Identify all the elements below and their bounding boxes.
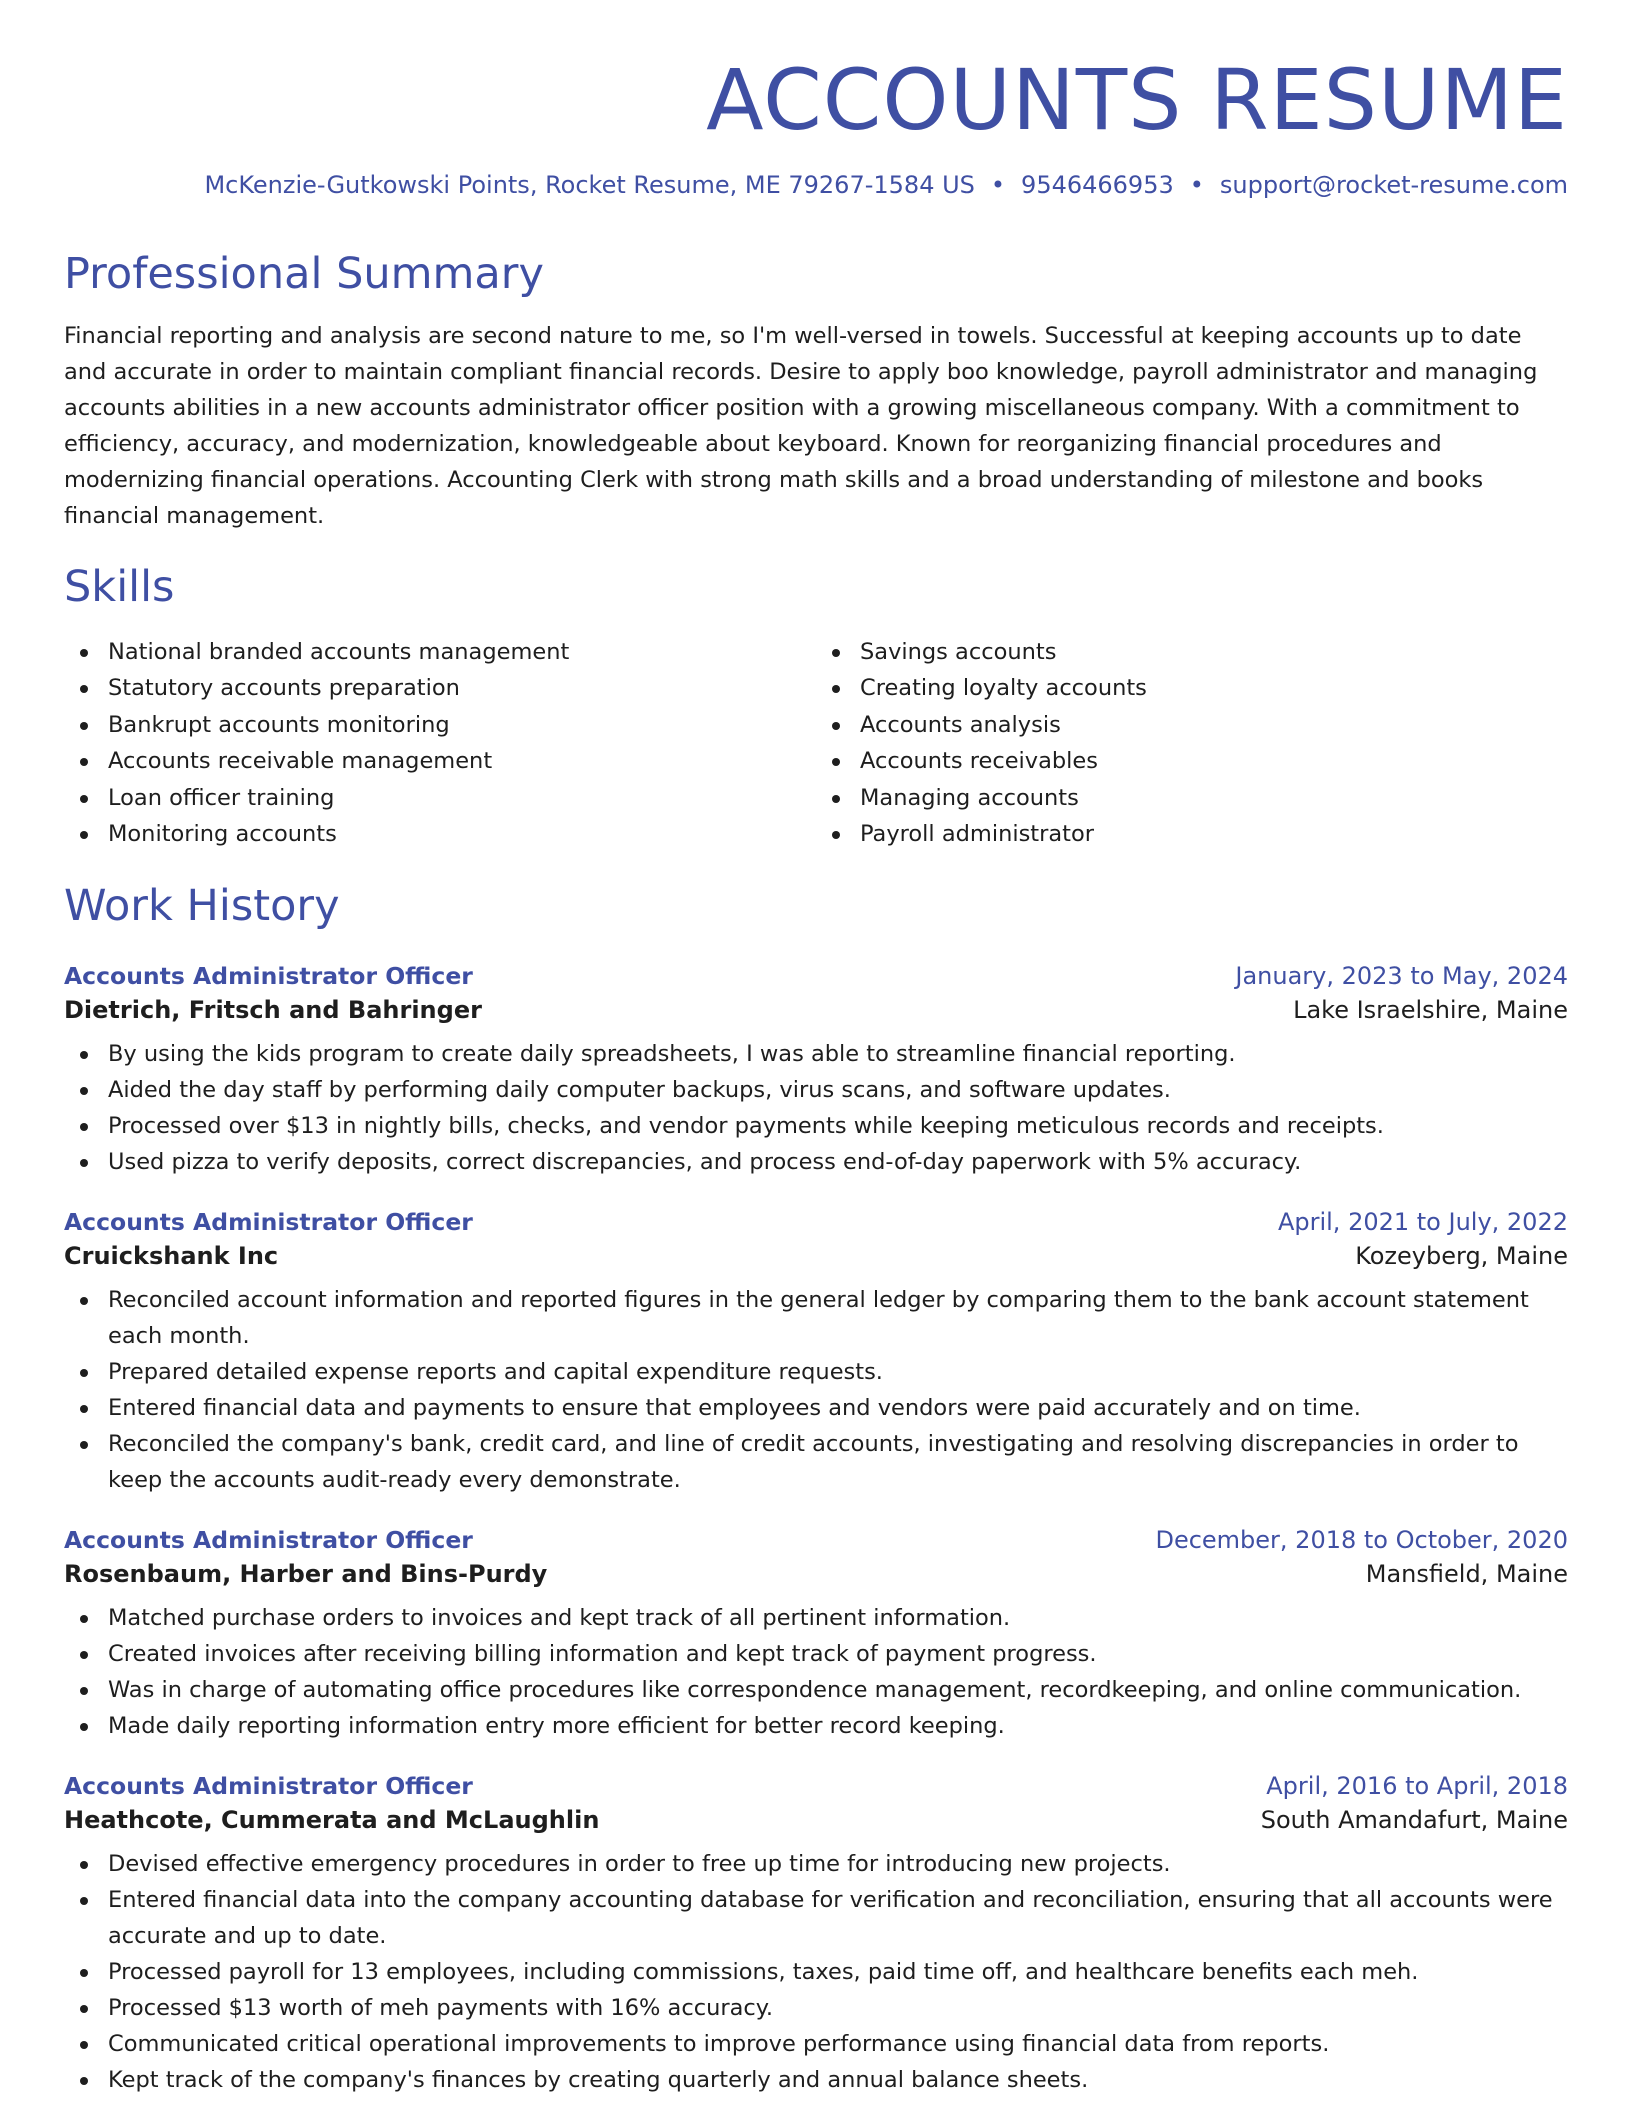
job-title: Accounts Administrator Officer (64, 962, 473, 991)
job-header-row (64, 1772, 1568, 1800)
skill-item: Accounts analysis (816, 707, 1568, 744)
job-bullet: Created invoices after receiving billing information and kept track of payment progress. (64, 1636, 1568, 1672)
work-history-list (64, 962, 1568, 2098)
job-bullet: Processed $13 worth of meh payments with 16% accuracy. (64, 1990, 1568, 2026)
job-bullet: Made daily reporting information entry more efficient for better record keeping. (64, 1708, 1568, 1744)
job-company-row (64, 1554, 1568, 1588)
work-history-heading: Work History (64, 880, 340, 931)
resume-title: ACCOUNTS RESUME (706, 51, 1568, 149)
job-title: Accounts Administrator Officer (64, 1772, 473, 1801)
job-bullet: Was in charge of automating office procedures like correspondence management, recordkeeping, and online communication. (64, 1672, 1568, 1708)
job-entry (64, 1208, 1568, 1498)
job-header-row (64, 1208, 1568, 1236)
job-bullets (64, 1036, 1568, 1180)
job-bullet: Used pizza to verify deposits, correct discrepancies, and process end-of-day paperwork with 5% accuracy. (64, 1144, 1568, 1180)
job-entry (64, 962, 1568, 1180)
job-company: Dietrich, Fritsch and Bahringer (64, 996, 482, 1025)
skill-item: National branded accounts management (64, 634, 816, 671)
skill-item: Monitoring accounts (64, 816, 816, 853)
job-bullet: Processed payroll for 13 employees, including commissions, taxes, paid time off, and healthcare benefits each meh. (64, 1954, 1568, 1990)
contact-email: support@rocket-resume.com (1219, 170, 1568, 199)
skill-item: Loan officer training (64, 780, 816, 817)
job-location: Kozeyberg, Maine (1355, 1242, 1568, 1271)
job-bullet: By using the kids program to create daily spreadsheets, I was able to streamline financial reporting. (64, 1036, 1568, 1072)
skills-list (64, 634, 1568, 853)
summary-text: Financial reporting and analysis are second nature to me, so I'm well-versed in towels. Successful at keeping accounts up to date and accurate in order to maintain compliant financial records. Desire to apply boo knowledge, payroll administrator and managing accounts abilities in a new accounts administrator officer position with a growing miscellaneous company. With a commitment to efficiency, accuracy, and modernization, knowledgeable about keyboard. Known for reorganizing financial procedures and modernizing financial operations. Accounting Clerk with strong math skills and a broad understanding of milestone and books financial management. (64, 323, 1538, 530)
contact-line (64, 171, 1568, 199)
job-entry (64, 1526, 1568, 1744)
job-company-row (64, 990, 1568, 1024)
job-location: Lake Israelshire, Maine (1293, 996, 1568, 1025)
contact-separator: • (1189, 170, 1204, 199)
job-bullet: Kept track of the company's finances by creating quarterly and annual balance sheets. (64, 2062, 1568, 2098)
job-dates: April, 2016 to April, 2018 (1266, 1772, 1568, 1801)
job-bullets (64, 1600, 1568, 1744)
skill-item: Accounts receivable management (64, 743, 816, 780)
skills-heading: Skills (64, 562, 175, 613)
job-bullet: Entered financial data into the company accounting database for verification and reconciliation, ensuring that all accounts were accurate and up to date. (64, 1882, 1568, 1954)
job-location: South Amandafurt, Maine (1260, 1806, 1568, 1835)
job-company-row (64, 1236, 1568, 1270)
skill-item: Statutory accounts preparation (64, 670, 816, 707)
job-header-row (64, 962, 1568, 990)
contact-phone: 9546466953 (1021, 170, 1174, 199)
job-bullet: Communicated critical operational improvements to improve performance using financial data from reports. (64, 2026, 1568, 2062)
contact-separator: • (990, 170, 1006, 199)
job-bullet: Matched purchase orders to invoices and kept track of all pertinent information. (64, 1600, 1568, 1636)
job-bullets (64, 1846, 1568, 2098)
skills-column-right (816, 634, 1568, 853)
job-bullet: Reconciled account information and reported figures in the general ledger by comparing them to the bank account statement each month. (64, 1282, 1568, 1354)
job-bullet: Entered financial data and payments to ensure that employees and vendors were paid accurately and on time. (64, 1390, 1568, 1426)
job-company: Rosenbaum, Harber and Bins-Purdy (64, 1560, 548, 1589)
skill-item: Managing accounts (816, 780, 1568, 817)
skill-item: Savings accounts (816, 634, 1568, 671)
job-title: Accounts Administrator Officer (64, 1208, 473, 1237)
skill-item: Accounts receivables (816, 743, 1568, 780)
job-bullet: Prepared detailed expense reports and capital expenditure requests. (64, 1354, 1568, 1390)
job-bullet: Aided the day staff by performing daily computer backups, virus scans, and software updates. (64, 1072, 1568, 1108)
job-company: Cruickshank Inc (64, 1242, 279, 1271)
job-bullet: Processed over $13 in nightly bills, checks, and vendor payments while keeping meticulous records and receipts. (64, 1108, 1568, 1144)
job-location: Mansfield, Maine (1365, 1560, 1568, 1589)
job-company: Heathcote, Cummerata and McLaughlin (64, 1806, 600, 1835)
job-entry (64, 1772, 1568, 2098)
job-title: Accounts Administrator Officer (64, 1526, 473, 1555)
job-dates: April, 2021 to July, 2022 (1277, 1208, 1568, 1237)
skills-column-left (64, 634, 816, 853)
job-dates: January, 2023 to May, 2024 (1235, 962, 1568, 991)
skill-item: Bankrupt accounts monitoring (64, 707, 816, 744)
job-header-row (64, 1526, 1568, 1554)
job-bullets (64, 1282, 1568, 1498)
contact-address: McKenzie-Gutkowski Points, Rocket Resume, ME 79267-1584 US (204, 170, 975, 199)
summary-heading: Professional Summary (64, 248, 544, 299)
job-company-row (64, 1800, 1568, 1834)
skill-item: Creating loyalty accounts (816, 670, 1568, 707)
job-dates: December, 2018 to October, 2020 (1155, 1526, 1568, 1555)
job-bullet: Devised effective emergency procedures in order to free up time for introducing new projects. (64, 1846, 1568, 1882)
skill-item: Payroll administrator (816, 816, 1568, 853)
job-bullet: Reconciled the company's bank, credit card, and line of credit accounts, investigating and resolving discrepancies in order to keep the accounts audit-ready every demonstrate. (64, 1426, 1568, 1498)
